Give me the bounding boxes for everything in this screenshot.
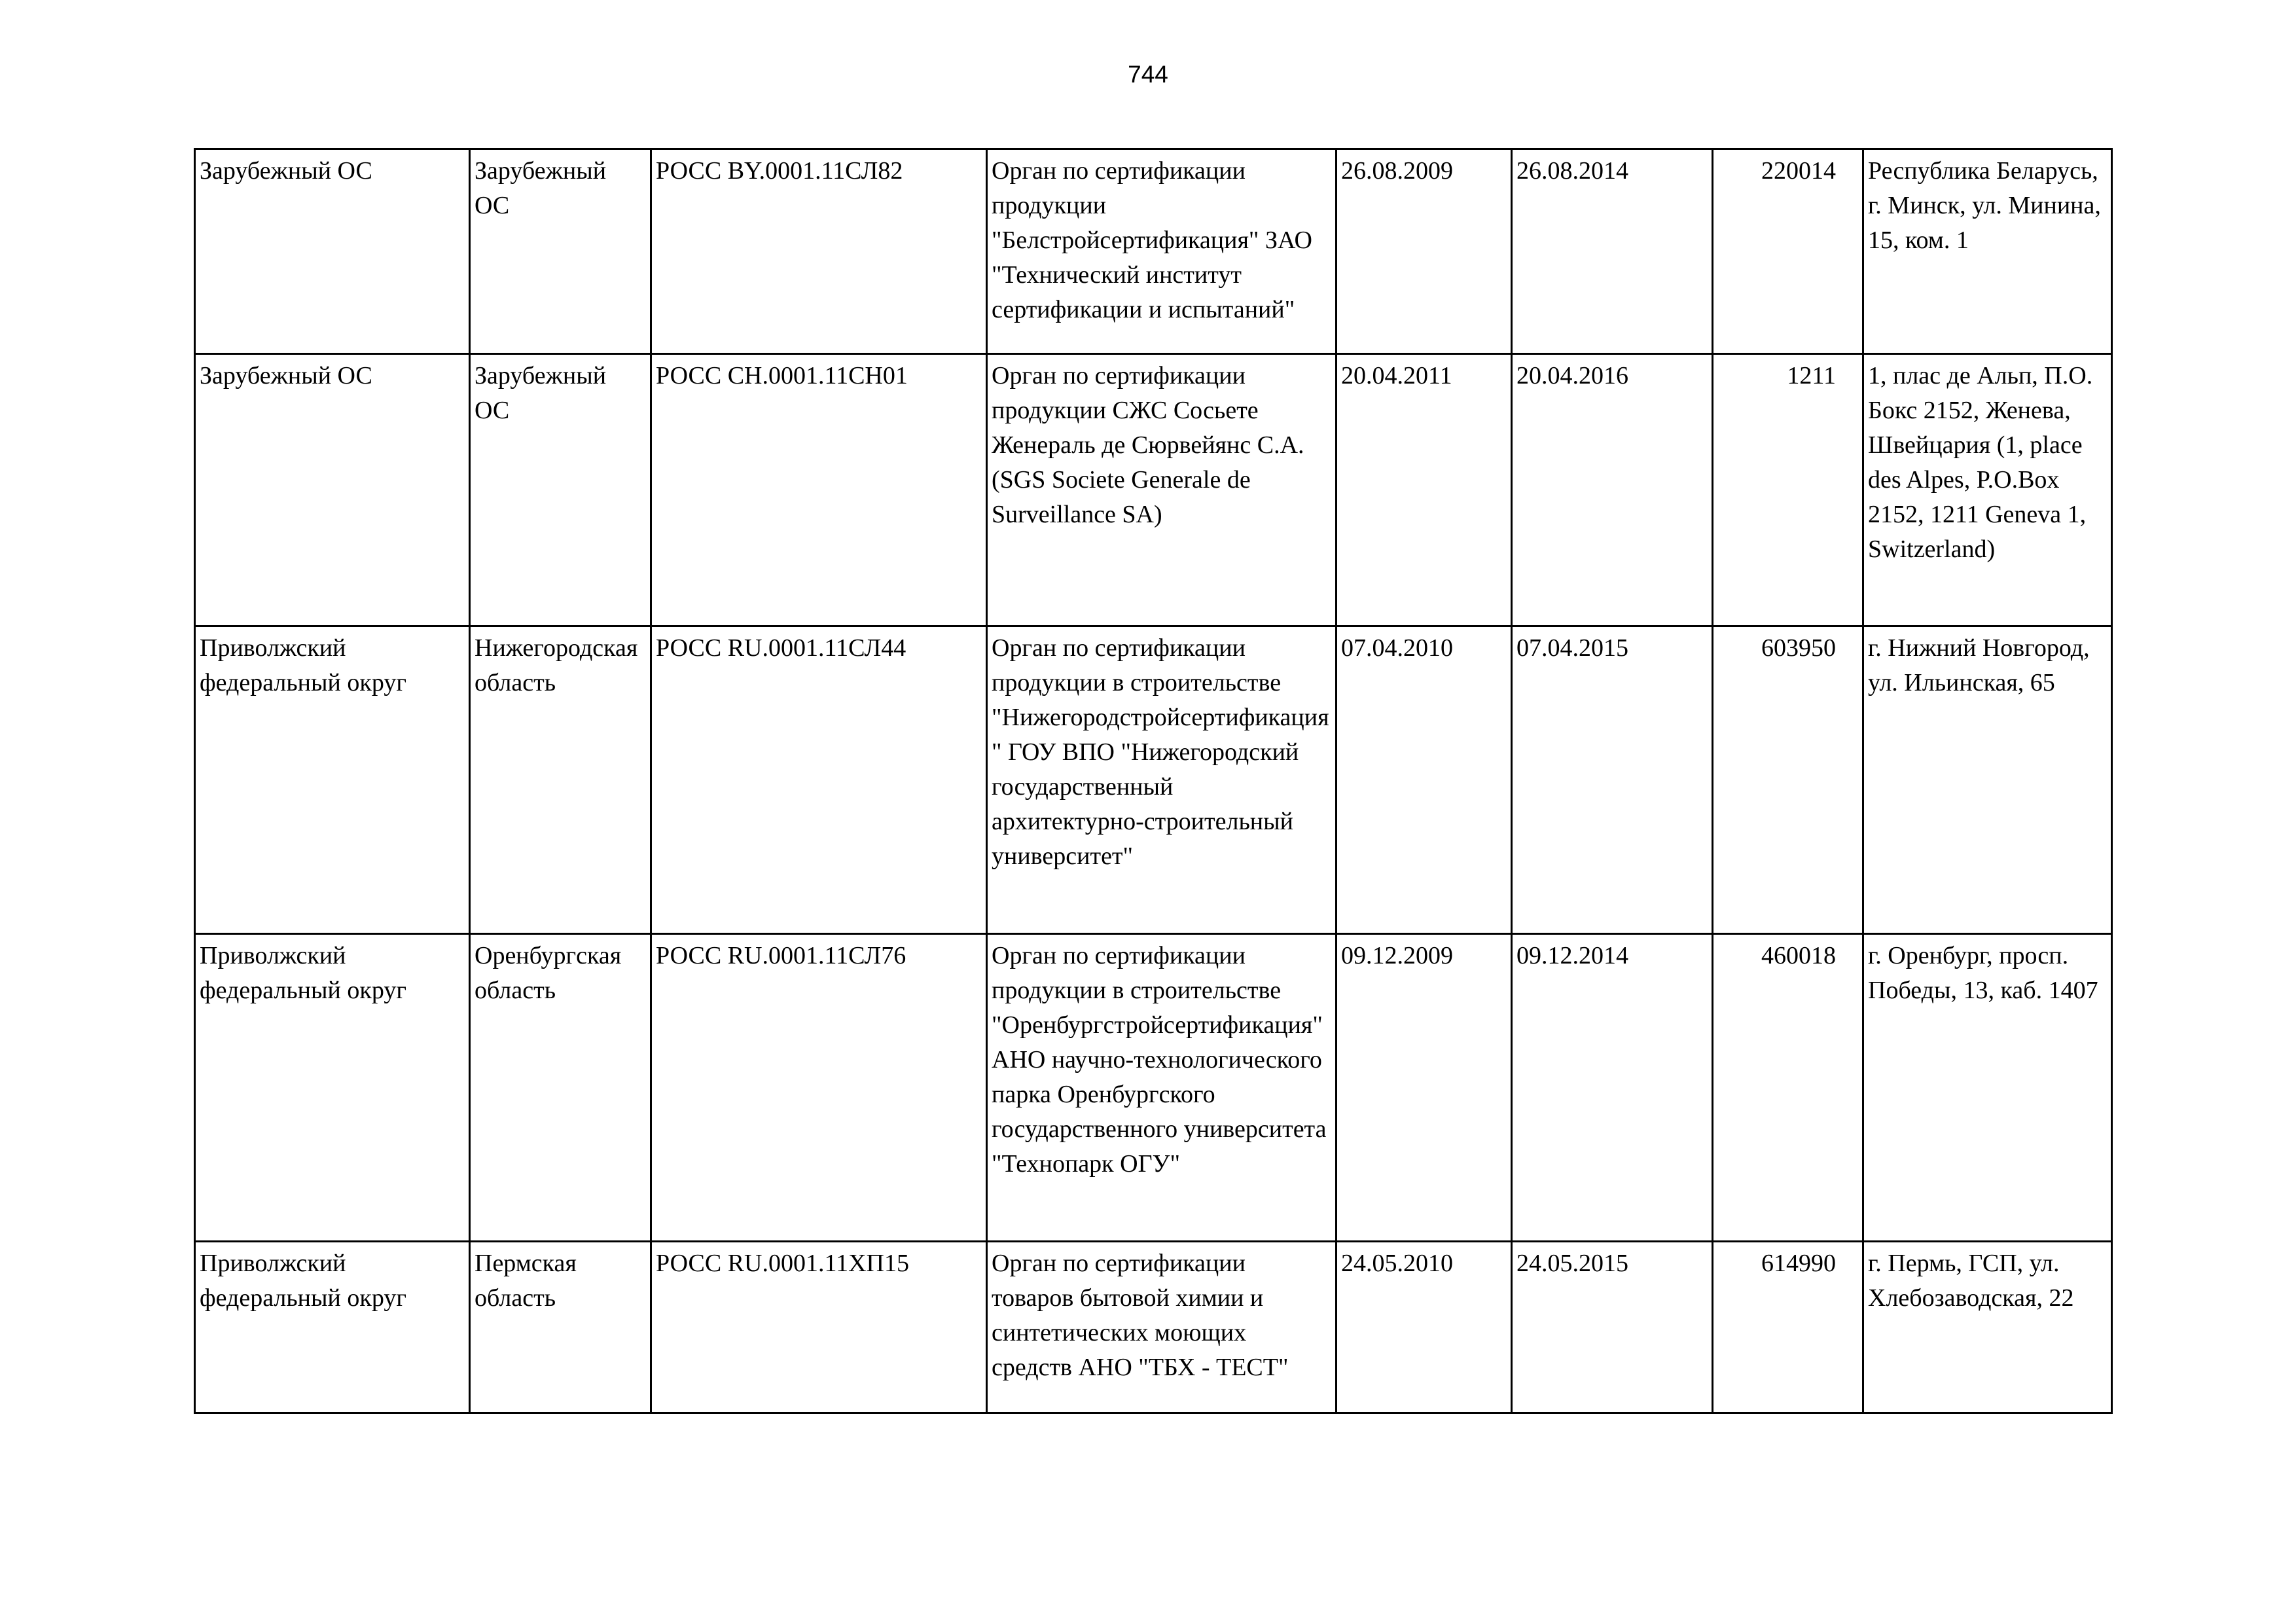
date-from-cell: 24.05.2010 <box>1336 1242 1512 1413</box>
table-row <box>195 354 2112 626</box>
region-cell: Зарубежный ОС <box>470 149 651 354</box>
postal-index-cell: 1211 <box>1713 354 1863 626</box>
organ-name-cell: Орган по сертификации продукции СЖС Сосьете Женераль де Сюрвейянс С.А. (SGS Societe Generale de Surveillance SA) <box>987 354 1336 626</box>
address-cell: 1, плас де Альп, П.О. Бокс 2152, Женева, Швейцария (1, place des Alpes, P.O.Box 2152, 1211 Geneva 1, Switzerland) <box>1863 354 2112 626</box>
region-cell: Оренбургская область <box>470 934 651 1242</box>
address-cell: г. Нижний Новгород, ул. Ильинская, 65 <box>1863 626 2112 934</box>
address-cell: г. Оренбург, просп. Победы, 13, каб. 1407 <box>1863 934 2112 1242</box>
date-from-cell: 07.04.2010 <box>1336 626 1512 934</box>
district-cell: Приволжский федеральный округ <box>195 934 470 1242</box>
table-row <box>195 1242 2112 1413</box>
organ-name-cell: Орган по сертификации продукции в строительстве "Нижегородстройсертификация" ГОУ ВПО "Нижегородский государственный архитектурно-строительный университет" <box>987 626 1336 934</box>
page-number: 744 <box>1128 61 1168 88</box>
address-cell: Республика Беларусь, г. Минск, ул. Минина, 15, ком. 1 <box>1863 149 2112 354</box>
postal-index-cell: 220014 <box>1713 149 1863 354</box>
region-cell: Нижегородская область <box>470 626 651 934</box>
region-cell: Зарубежный ОС <box>470 354 651 626</box>
date-from-cell: 09.12.2009 <box>1336 934 1512 1242</box>
table-row <box>195 934 2112 1242</box>
date-from-cell: 26.08.2009 <box>1336 149 1512 354</box>
registration-number-cell: РОСС BY.0001.11СЛ82 <box>651 149 987 354</box>
organ-name-cell: Орган по сертификации товаров бытовой химии и синтетических моющих средств АНО "ТБХ - ТЕСТ" <box>987 1242 1336 1413</box>
district-cell: Зарубежный ОС <box>195 149 470 354</box>
date-to-cell: 09.12.2014 <box>1512 934 1713 1242</box>
postal-index-cell: 614990 <box>1713 1242 1863 1413</box>
district-cell: Приволжский федеральный округ <box>195 1242 470 1413</box>
organ-name-cell: Орган по сертификации продукции в строительстве "Оренбургстройсертификация" АНО научно-технологического парка Оренбургского государственного университета "Технопарк ОГУ" <box>987 934 1336 1242</box>
organ-name-cell: Орган по сертификации продукции "Белстройсертификация" ЗАО "Технический институт сертификации и испытаний" <box>987 149 1336 354</box>
date-to-cell: 26.08.2014 <box>1512 149 1713 354</box>
district-cell: Приволжский федеральный округ <box>195 626 470 934</box>
date-to-cell: 24.05.2015 <box>1512 1242 1713 1413</box>
date-to-cell: 20.04.2016 <box>1512 354 1713 626</box>
address-cell: г. Пермь, ГСП, ул. Хлебозаводская, 22 <box>1863 1242 2112 1413</box>
certification-registry-table <box>194 148 2113 1414</box>
district-cell: Зарубежный ОС <box>195 354 470 626</box>
registration-number-cell: РОСС RU.0001.11СЛ44 <box>651 626 987 934</box>
table-row <box>195 149 2112 354</box>
date-to-cell: 07.04.2015 <box>1512 626 1713 934</box>
registration-number-cell: РОСС RU.0001.11ХП15 <box>651 1242 987 1413</box>
region-cell: Пермская область <box>470 1242 651 1413</box>
date-from-cell: 20.04.2011 <box>1336 354 1512 626</box>
postal-index-cell: 603950 <box>1713 626 1863 934</box>
postal-index-cell: 460018 <box>1713 934 1863 1242</box>
registration-number-cell: РОСС CH.0001.11СН01 <box>651 354 987 626</box>
table-row <box>195 626 2112 934</box>
registration-number-cell: РОСС RU.0001.11СЛ76 <box>651 934 987 1242</box>
